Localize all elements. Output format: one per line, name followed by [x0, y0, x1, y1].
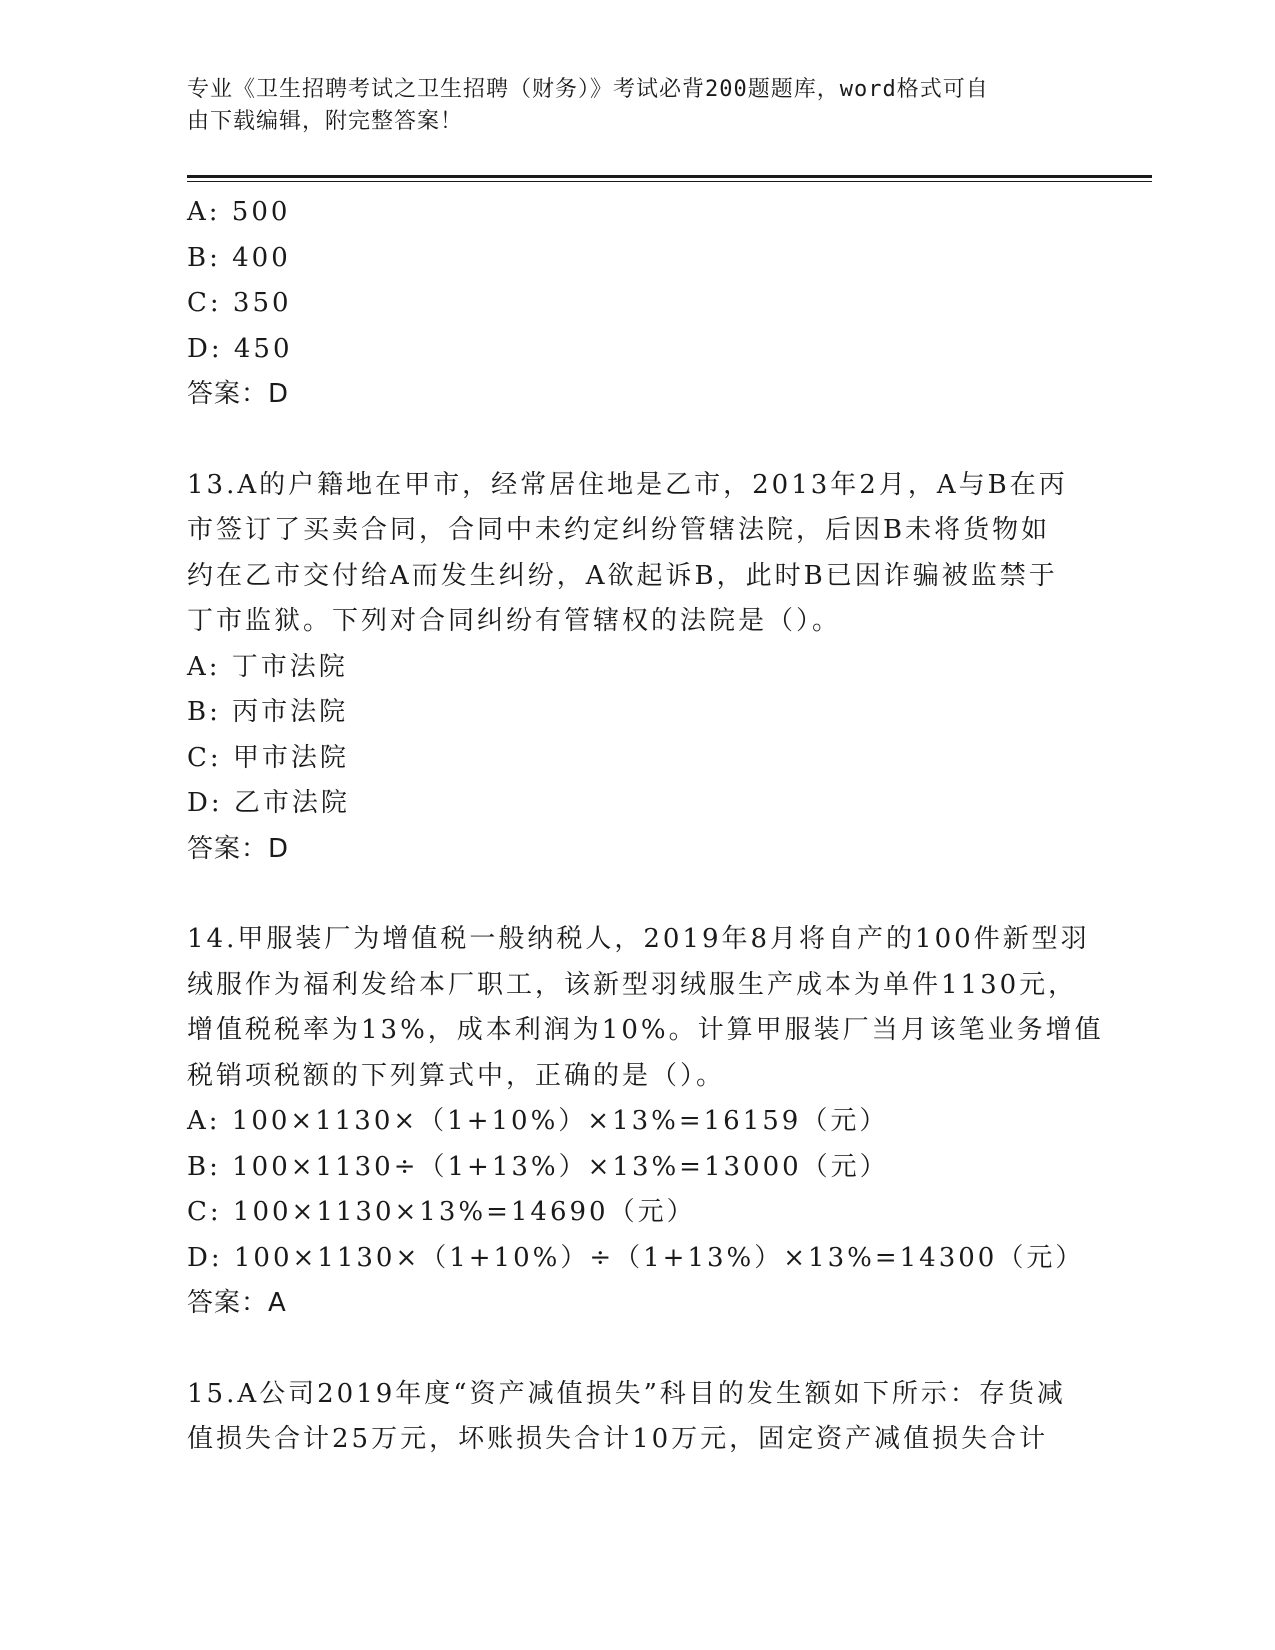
option-b: B: 丙市法院	[187, 697, 349, 727]
question-text-line: 绒服作为福利发给本厂职工，该新型羽绒服生产成本为单件1130元，	[187, 969, 1078, 1000]
option-d: D: 乙市法院	[187, 788, 350, 818]
option-c: C: 350	[187, 288, 292, 318]
question-text-line: 增值税税率为13%，成本利润为10%。计算甲服装厂当月该笔业务增值	[187, 1015, 1104, 1045]
spacer	[187, 1327, 1087, 1372]
question-13	[187, 463, 1087, 873]
question-text-line: 14.甲服装厂为增值税一般纳税人，2019年8月将自产的100件新型羽	[187, 924, 1090, 954]
question-14	[187, 917, 1104, 1327]
option-d: D: 450	[187, 333, 293, 364]
question-text-line: 丁市监狱。下列对合同纠纷有管辖权的法院是（）。	[187, 606, 842, 636]
question-text-line: 市签订了买卖合同，合同中未约定纠纷管辖法院，后因B未将货物如	[187, 515, 1051, 545]
answer-line: 答案：D	[187, 379, 290, 409]
spacer	[187, 418, 1087, 463]
header-divider-thin	[187, 181, 1152, 182]
question-text-line: 13.A的户籍地在甲市，经常居住地是乙市，2013年2月，A与B在丙	[187, 469, 1068, 500]
question-text-line: 约在乙市交付给A而发生纠纷，A欲起诉B，此时B已因诈骗被监禁于	[187, 560, 1058, 591]
option-a: A: 100×1130×（1+10%）×13%=16159（元）	[187, 1106, 889, 1136]
question-list	[187, 190, 1104, 1463]
header-line-1: 专业《卫生招聘考试之卫生招聘（财务）》考试必背200题题库，word格式可自	[187, 77, 989, 102]
spacer	[187, 872, 1087, 917]
question-12	[187, 190, 1087, 418]
answer-line: 答案：A	[187, 1288, 287, 1318]
question-15	[187, 1372, 1087, 1463]
answer-line: 答案：D	[187, 833, 290, 864]
option-c: C: 100×1130×13%=14690（元）	[187, 1197, 696, 1227]
question-text-line: 税销项税额的下列算式中，正确的是（）。	[187, 1060, 726, 1091]
option-a: A: 丁市法院	[187, 651, 348, 682]
question-text-line: 15.A公司2019年度“资产减值损失”科目的发生额如下所示：存货减	[187, 1378, 1066, 1409]
header-divider-thick	[187, 175, 1152, 178]
option-d: D: 100×1130×（1+10%）÷（1+13%）×13%=14300（元）	[187, 1242, 1085, 1273]
option-b: B: 400	[187, 242, 291, 273]
option-c: C: 甲市法院	[187, 742, 349, 773]
document-header	[187, 74, 1067, 138]
header-line-2: 由下载编辑，附完整答案！	[187, 109, 464, 134]
option-a: A: 500	[187, 197, 291, 227]
question-text-line: 值损失合计25万元，坏账损失合计10万元，固定资产减值损失合计	[187, 1424, 1049, 1454]
option-b: B: 100×1130÷（1+13%）×13%=13000（元）	[187, 1151, 889, 1182]
